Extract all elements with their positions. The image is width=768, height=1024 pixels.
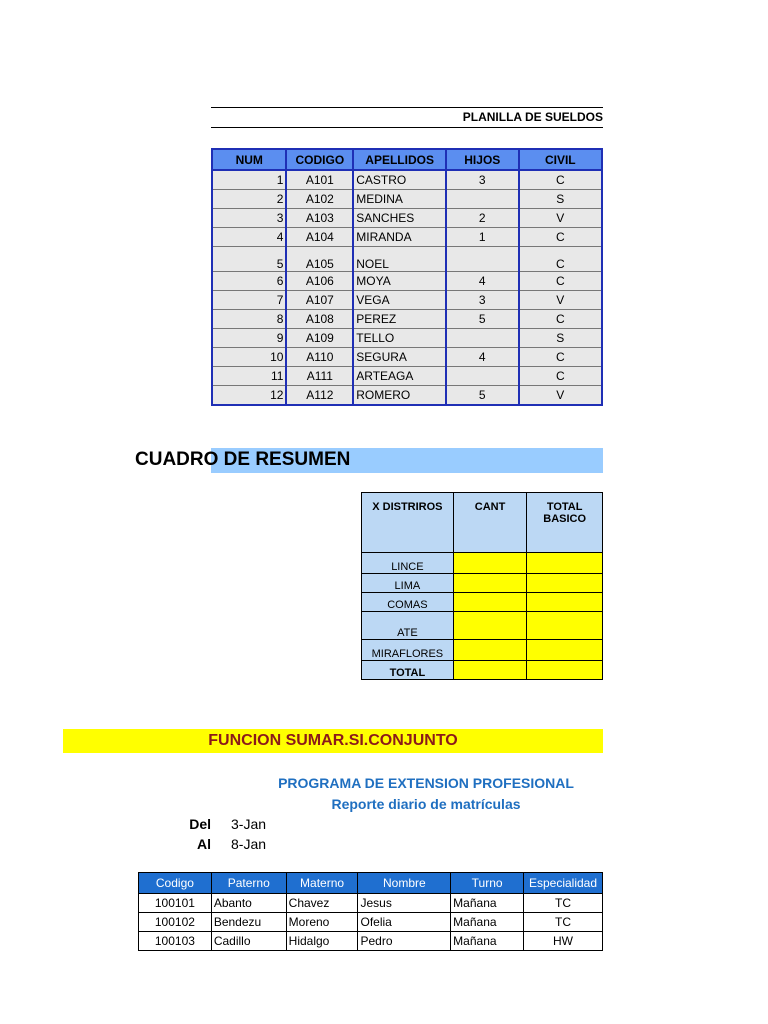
cell-civil[interactable]: C [519, 367, 602, 386]
header-especialidad[interactable]: Especialidad [524, 873, 603, 894]
distrito-label[interactable]: MIRAFLORES [362, 640, 454, 661]
planilla-title: PLANILLA DE SUELDOS [462, 110, 603, 124]
cell-codigo[interactable]: A105 [286, 247, 353, 272]
cell-hijos[interactable]: 5 [446, 386, 519, 406]
cell-civil[interactable]: C [519, 348, 602, 367]
total-basico-cell[interactable] [527, 640, 603, 661]
cell-nombre[interactable]: Ofelia [358, 913, 451, 932]
cell-num[interactable]: 10 [212, 348, 286, 367]
header-codigo[interactable]: CODIGO [286, 149, 353, 170]
cell-codigo[interactable]: A101 [286, 170, 353, 190]
cant-cell[interactable] [453, 574, 527, 593]
total-basico-sum-cell[interactable] [527, 661, 603, 680]
cell-apellido[interactable]: NOEL [353, 247, 446, 272]
table-row [212, 386, 602, 406]
cell-nombre[interactable]: Pedro [358, 932, 451, 951]
cell-hijos[interactable]: 3 [446, 170, 519, 190]
cell-codigo[interactable]: 100101 [139, 894, 212, 913]
cell-paterno[interactable]: Bendezu [211, 913, 286, 932]
al-label: Al [197, 836, 211, 852]
cell-apellido[interactable]: TELLO [353, 329, 446, 348]
cell-hijos[interactable] [446, 190, 519, 209]
table-row [139, 932, 603, 951]
resumen-header-row [362, 493, 603, 553]
cell-paterno[interactable]: Cadillo [211, 932, 286, 951]
distrito-label[interactable]: COMAS [362, 593, 454, 612]
distrito-label[interactable]: LINCE [362, 553, 454, 574]
program-title: PROGRAMA DE EXTENSION PROFESIONAL [278, 775, 574, 791]
total-basico-cell[interactable] [527, 574, 603, 593]
table-row [212, 310, 602, 329]
resumen-row [362, 640, 603, 661]
cell-civil[interactable]: C [519, 310, 602, 329]
cell-especialidad[interactable]: TC [524, 913, 603, 932]
cell-codigo[interactable]: A110 [286, 348, 353, 367]
bottom-rule [211, 127, 603, 128]
cell-codigo[interactable]: A107 [286, 291, 353, 310]
cell-num[interactable]: 8 [212, 310, 286, 329]
del-label: Del [189, 816, 211, 832]
cell-turno[interactable]: Mañana [451, 894, 524, 913]
cell-hijos[interactable] [446, 367, 519, 386]
table-row [212, 367, 602, 386]
cell-num[interactable]: 4 [212, 228, 286, 247]
table-row [139, 913, 603, 932]
cant-cell[interactable] [453, 612, 527, 640]
cell-hijos[interactable]: 2 [446, 209, 519, 228]
cell-turno[interactable]: Mañana [451, 932, 524, 951]
resumen-row [362, 593, 603, 612]
planilla-table [211, 148, 603, 406]
cell-num[interactable]: 3 [212, 209, 286, 228]
table-row [212, 247, 602, 272]
cell-codigo[interactable]: 100102 [139, 913, 212, 932]
header-hijos[interactable]: HIJOS [446, 149, 519, 170]
cell-codigo[interactable]: A112 [286, 386, 353, 406]
cell-civil[interactable]: V [519, 209, 602, 228]
total-basico-cell[interactable] [527, 553, 603, 574]
header-num[interactable]: NUM [212, 149, 286, 170]
cell-num[interactable]: 12 [212, 386, 286, 406]
cell-apellido[interactable]: MOYA [353, 272, 446, 291]
cell-num[interactable]: 1 [212, 170, 286, 190]
cell-materno[interactable]: Chavez [286, 894, 358, 913]
cell-hijos[interactable]: 5 [446, 310, 519, 329]
cell-civil[interactable]: V [519, 291, 602, 310]
top-rule [211, 107, 603, 108]
header-total-basico[interactable]: TOTAL BASICO [527, 493, 603, 553]
cell-paterno[interactable]: Abanto [211, 894, 286, 913]
cell-apellido[interactable]: SANCHES [353, 209, 446, 228]
matriculas-table [138, 872, 603, 951]
total-basico-cell[interactable] [527, 612, 603, 640]
planilla-header-row [212, 149, 602, 170]
table-row [212, 272, 602, 291]
resumen-row [362, 612, 603, 640]
cell-codigo[interactable]: A108 [286, 310, 353, 329]
cell-num[interactable]: 5 [212, 247, 286, 272]
cell-num[interactable]: 11 [212, 367, 286, 386]
del-value[interactable]: 3-Jan [231, 816, 267, 832]
resumen-row [362, 553, 603, 574]
cell-apellido[interactable]: MIRANDA [353, 228, 446, 247]
header-civil[interactable]: CIVIL [519, 149, 602, 170]
cell-apellido[interactable]: MEDINA [353, 190, 446, 209]
resumen-total-row [362, 661, 603, 680]
cant-cell[interactable] [453, 640, 527, 661]
table-row [212, 348, 602, 367]
cell-hijos[interactable]: 4 [446, 348, 519, 367]
table-row [212, 190, 602, 209]
cell-apellido[interactable]: ARTEAGA [353, 367, 446, 386]
cell-codigo[interactable]: A109 [286, 329, 353, 348]
cell-materno[interactable]: Hidalgo [286, 932, 358, 951]
header-distritos[interactable]: X DISTRIROS [362, 493, 454, 553]
cell-hijos[interactable]: 1 [446, 228, 519, 247]
funcion-title: FUNCION SUMAR.SI.CONJUNTO [208, 732, 458, 749]
table-row [212, 170, 602, 190]
header-nombre[interactable]: Nombre [358, 873, 451, 894]
cell-hijos[interactable] [446, 247, 519, 272]
cell-codigo[interactable]: A103 [286, 209, 353, 228]
cell-num[interactable]: 9 [212, 329, 286, 348]
cuadro-title: CUADRO DE RESUMEN [135, 449, 351, 470]
table-row [212, 209, 602, 228]
header-paterno[interactable]: Paterno [211, 873, 286, 894]
cell-especialidad[interactable]: HW [524, 932, 603, 951]
cell-hijos[interactable] [446, 329, 519, 348]
header-cant[interactable]: CANT [453, 493, 527, 553]
cell-civil[interactable]: S [519, 329, 602, 348]
distrito-label[interactable]: LIMA [362, 574, 454, 593]
cell-hijos[interactable]: 3 [446, 291, 519, 310]
cell-codigo[interactable]: A104 [286, 228, 353, 247]
total-label: TOTAL [362, 661, 454, 680]
cell-materno[interactable]: Moreno [286, 913, 358, 932]
cell-num[interactable]: 2 [212, 190, 286, 209]
cell-especialidad[interactable]: TC [524, 894, 603, 913]
table-row [212, 228, 602, 247]
cant-cell[interactable] [453, 593, 527, 612]
cell-apellido[interactable]: PEREZ [353, 310, 446, 329]
cell-apellido[interactable]: ROMERO [353, 386, 446, 406]
cell-apellido[interactable]: SEGURA [353, 348, 446, 367]
header-apellidos[interactable]: APELLIDOS [353, 149, 446, 170]
cell-num[interactable]: 7 [212, 291, 286, 310]
cell-civil[interactable]: C [519, 272, 602, 291]
matriculas-header-row [139, 873, 603, 894]
al-value[interactable]: 8-Jan [231, 836, 267, 852]
total-basico-cell[interactable] [527, 593, 603, 612]
cell-codigo[interactable]: 100103 [139, 932, 212, 951]
table-row [212, 329, 602, 348]
cell-num[interactable]: 6 [212, 272, 286, 291]
cell-civil[interactable]: C [519, 170, 602, 190]
cant-cell[interactable] [453, 553, 527, 574]
resumen-row [362, 574, 603, 593]
total-cant-cell[interactable] [453, 661, 527, 680]
cell-civil[interactable]: S [519, 190, 602, 209]
cell-civil[interactable]: C [519, 228, 602, 247]
cell-civil[interactable]: V [519, 386, 602, 406]
header-materno[interactable]: Materno [286, 873, 358, 894]
header-turno[interactable]: Turno [451, 873, 524, 894]
cell-nombre[interactable]: Jesus [358, 894, 451, 913]
table-row [212, 291, 602, 310]
cell-hijos[interactable]: 4 [446, 272, 519, 291]
cell-codigo[interactable]: A102 [286, 190, 353, 209]
cell-apellido[interactable]: VEGA [353, 291, 446, 310]
cell-civil[interactable]: C [519, 247, 602, 272]
cell-codigo[interactable]: A111 [286, 367, 353, 386]
table-row [139, 894, 603, 913]
cell-codigo[interactable]: A106 [286, 272, 353, 291]
cell-apellido[interactable]: CASTRO [353, 170, 446, 190]
resumen-table [361, 492, 603, 680]
cell-turno[interactable]: Mañana [451, 913, 524, 932]
header-codigo[interactable]: Codigo [139, 873, 212, 894]
program-subtitle: Reporte diario de matrículas [331, 796, 521, 812]
distrito-label[interactable]: ATE [362, 612, 454, 640]
